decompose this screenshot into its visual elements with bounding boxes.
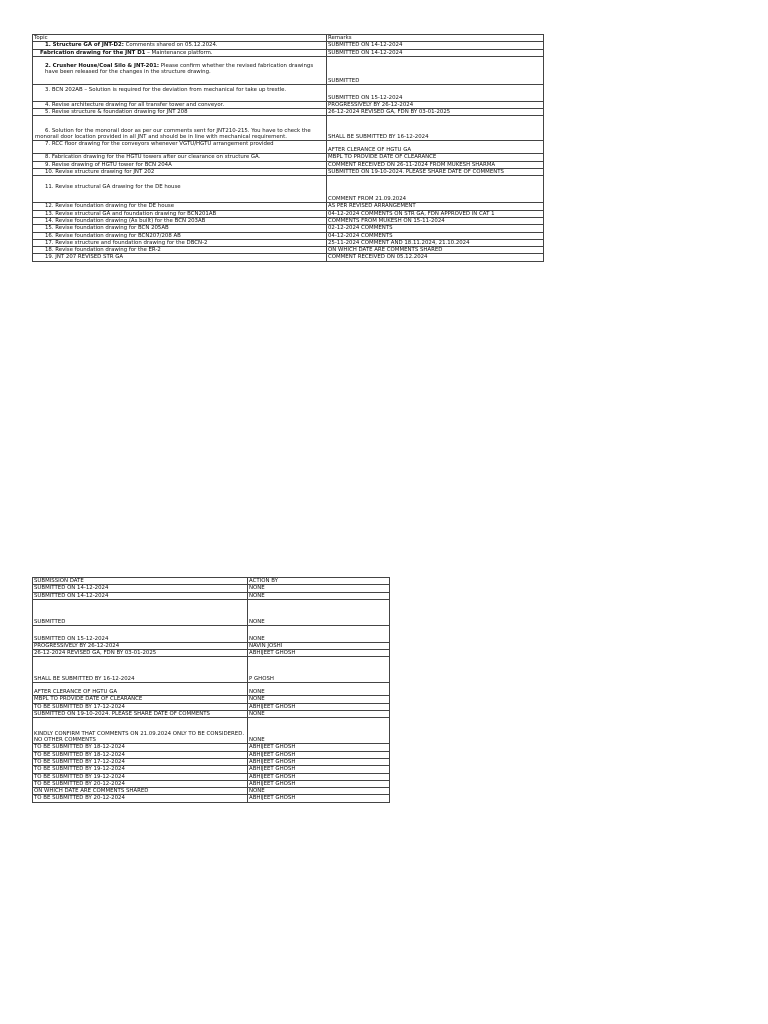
- table-row: [33, 795, 390, 802]
- submission-date-cell: TO BE SUBMITTED BY 20-12-2024: [33, 780, 248, 787]
- topic-cell: 5. Revise structure & foundation drawing for JNT 208: [33, 109, 327, 116]
- submission-action-table: [32, 577, 390, 803]
- topic-cell: 7. RCC floor drawing for the conveyors whenever VGTU/HGTU arrangement provided: [33, 141, 327, 154]
- table-row: [33, 788, 390, 795]
- topic-cell: 18. Revise foundation drawing for the ER-2: [33, 247, 327, 254]
- submission-date-cell: SUBMITTED ON 14-12-2024: [33, 585, 248, 592]
- submission-date-cell: MBPL TO PROVIDE DATE OF CLEARANCE: [33, 696, 248, 703]
- table-header-row: [33, 35, 544, 42]
- topic-cell: 17. Revise structure and foundation drawing for the DBCN-2: [33, 239, 327, 246]
- action-by-cell: NONE: [248, 683, 390, 696]
- action-by-cell: ABHIJEET GHOSH: [248, 650, 390, 657]
- topic-bold-text: 2. Crusher House/Coal Silo & JNT-201:: [45, 62, 160, 69]
- submission-date-cell: SUBMITTED: [33, 599, 248, 625]
- table-row: [33, 254, 544, 261]
- topic-cell: [33, 56, 327, 84]
- topic-cell: [33, 49, 327, 56]
- table-row: [33, 650, 390, 657]
- submission-date-cell: TO BE SUBMITTED BY 18-12-2024: [33, 751, 248, 758]
- table-row: [33, 154, 544, 161]
- topic-cell: 15. Revise foundation drawing for BCN 205AB: [33, 225, 327, 232]
- remarks-cell: 26-12-2024 REVISED GA, FDN BY 03-01-2025: [327, 109, 544, 116]
- header-submission-date: SUBMISSION DATE: [33, 578, 248, 585]
- submission-date-cell: ON WHICH DATE ARE COMMENTS SHARED: [33, 788, 248, 795]
- submission-date-cell: AFTER CLERANCE OF HGTU GA: [33, 683, 248, 696]
- action-by-cell: NONE: [248, 788, 390, 795]
- remarks-cell: COMMENT RECEIVED ON 05.12.2024: [327, 254, 544, 261]
- table-row: [33, 42, 544, 49]
- remarks-cell: SUBMITTED: [327, 56, 544, 84]
- topic-cell: 12. Revise foundation drawing for the DE house: [33, 203, 327, 210]
- remarks-cell: SUBMITTED ON 19-10-2024. PLEASE SHARE DATE OF COMMENTS: [327, 169, 544, 176]
- table-row: [33, 49, 544, 56]
- submission-date-cell: SHALL BE SUBMITTED BY 16-12-2024: [33, 657, 248, 683]
- table-row: [33, 625, 390, 642]
- topic-bold-text: Fabrication drawing for the JNT D1: [40, 49, 146, 56]
- action-by-cell: ABHIJEET GHOSH: [248, 758, 390, 765]
- submission-date-cell: TO BE SUBMITTED BY 18-12-2024: [33, 744, 248, 751]
- remarks-cell: MBPL TO PROVIDE DATE OF CLEARANCE: [327, 154, 544, 161]
- remarks-cell: COMMENTS FROM MUKESH ON 15-11-2024: [327, 217, 544, 224]
- action-by-cell: ABHIJEET GHOSH: [248, 766, 390, 773]
- header-remarks: Remarks: [327, 35, 544, 42]
- table-row: [33, 703, 390, 710]
- remarks-cell: COMMENT RECEIVED ON 26-11-2024 FROM MUKESH SHARMA: [327, 161, 544, 168]
- remarks-cell: SUBMITTED ON 14-12-2024: [327, 42, 544, 49]
- table-row: [33, 210, 544, 217]
- action-by-cell: NONE: [248, 585, 390, 592]
- remarks-cell: 04-12-2024 COMMENTS: [327, 232, 544, 239]
- topic-cell: 19. JNT 207 REVISED STR GA: [33, 254, 327, 261]
- table-row: [33, 225, 544, 232]
- topic-text: Please confirm whether the revised fabrication drawings have been released for the changes in the structure drawing.: [45, 62, 314, 76]
- topic-text: – Maintenance platform.: [145, 49, 213, 56]
- remarks-cell: ON WHICH DATE ARE COMMENTS SHARED: [327, 247, 544, 254]
- topic-text: Comments shared on 05.12.2024.: [123, 42, 218, 49]
- submission-date-cell: SUBMITTED ON 19-10-2024. PLEASE SHARE DATE OF COMMENTS: [33, 711, 248, 718]
- submission-date-cell: SUBMITTED ON 14-12-2024: [33, 592, 248, 599]
- action-by-cell: P GHOSH: [248, 657, 390, 683]
- topic-cell: [33, 42, 327, 49]
- table-row: [33, 247, 544, 254]
- submission-date-cell: SUBMITTED ON 15-12-2024: [33, 625, 248, 642]
- action-by-cell: NONE: [248, 718, 390, 744]
- action-by-cell: NONE: [248, 625, 390, 642]
- table-row: [33, 773, 390, 780]
- topic-cell: 9. Revise drawing of HGTU tower for BCN 204A: [33, 161, 327, 168]
- remarks-cell: 25-11-2024 COMMENT AND 18.11.2024, 21.10.2024: [327, 239, 544, 246]
- action-by-cell: ABHIJEET GHOSH: [248, 703, 390, 710]
- remarks-cell: AFTER CLERANCE OF HGTU GA: [327, 141, 544, 154]
- action-by-cell: ABHIJEET GHOSH: [248, 780, 390, 787]
- topic-cell: 6. Solution for the monorail door as per our comments sent for JNT210-215. You have to check the monorail door location provided in all JNT and should be in line with mechanical requirement.: [33, 116, 327, 141]
- remarks-cell: COMMENT FROM 21.09.2024: [327, 176, 544, 203]
- table-row: [33, 161, 544, 168]
- table-row: [33, 592, 390, 599]
- table-row: [33, 176, 544, 203]
- action-by-cell: ABHIJEET GHOSH: [248, 744, 390, 751]
- table-row: [33, 780, 390, 787]
- submission-date-cell: TO BE SUBMITTED BY 19-12-2024: [33, 773, 248, 780]
- table-row: [33, 599, 390, 625]
- table-row: [33, 718, 390, 744]
- topic-cell: 14. Revise foundation drawing (As built) for the BCN 203AB: [33, 217, 327, 224]
- topic-bold-text: 1. Structure GA of JNT-D2:: [45, 42, 124, 49]
- action-by-cell: ABHIJEET GHOSH: [248, 773, 390, 780]
- topic-cell: 3. BCN 202AB – Solution is required for the deviation from mechanical for take up trestle.: [33, 84, 327, 101]
- remarks-cell: AS PER REVISED ARRANGEMENT: [327, 203, 544, 210]
- table-row: [33, 744, 390, 751]
- table-row: [33, 84, 544, 101]
- table-row: [33, 116, 544, 141]
- table-row: [33, 109, 544, 116]
- table-row: [33, 232, 544, 239]
- topic-cell: 4. Revise architecture drawing for all transfer tower and conveyor.: [33, 101, 327, 108]
- remarks-cell: SUBMITTED ON 14-12-2024: [327, 49, 544, 56]
- submission-date-cell: 26-12-2024 REVISED GA, FDN BY 03-01-2025: [33, 650, 248, 657]
- remarks-cell: SUBMITTED ON 15-12-2024: [327, 84, 544, 101]
- action-by-cell: NONE: [248, 599, 390, 625]
- topic-cell: 10. Revise structure drawing for JNT 202: [33, 169, 327, 176]
- table-row: [33, 642, 390, 649]
- topic-cell: 13. Revise structural GA and foundation drawing for BCN201AB: [33, 210, 327, 217]
- topic-cell: 11. Revise structural GA drawing for the DE house: [33, 176, 327, 203]
- action-by-cell: NONE: [248, 696, 390, 703]
- submission-date-cell: TO BE SUBMITTED BY 17-12-2024: [33, 703, 248, 710]
- header-action-by: ACTION BY: [248, 578, 390, 585]
- submission-date-cell: TO BE SUBMITTED BY 20-12-2024: [33, 795, 248, 802]
- table-row: [33, 657, 390, 683]
- action-by-cell: NONE: [248, 592, 390, 599]
- table-row: [33, 56, 544, 84]
- table-row: [33, 203, 544, 210]
- table-row: [33, 766, 390, 773]
- table-row: [33, 169, 544, 176]
- action-by-cell: ABHIJEET GHOSH: [248, 795, 390, 802]
- topic-remarks-table: [32, 34, 544, 262]
- topic-cell: 16. Revise foundation drawing for BCN207/208 AB: [33, 232, 327, 239]
- table-row: [33, 239, 544, 246]
- table-row: [33, 101, 544, 108]
- table-row: [33, 758, 390, 765]
- submission-date-cell: KINDLY CONFIRM THAT COMMENTS ON 21.09.2024 ONLY TO BE CONSIDERED. NO OTHER COMMENTS: [33, 718, 248, 744]
- remarks-cell: SHALL BE SUBMITTED BY 16-12-2024: [327, 116, 544, 141]
- submission-date-cell: TO BE SUBMITTED BY 19-12-2024: [33, 766, 248, 773]
- table-row: [33, 683, 390, 696]
- action-by-cell: NAVIN JOSHI: [248, 642, 390, 649]
- remarks-cell: 04-12-2024 COMMENTS ON STR GA, FDN APPROVED IN CAT 1: [327, 210, 544, 217]
- action-by-cell: ABHIJEET GHOSH: [248, 751, 390, 758]
- submission-date-cell: PROGRESSIVELY BY 26-12-2024: [33, 642, 248, 649]
- table-row: [33, 711, 390, 718]
- action-by-cell: NONE: [248, 711, 390, 718]
- topic-cell: 8. Fabrication drawing for the HGTU towers after our clearance on structure GA.: [33, 154, 327, 161]
- table-row: [33, 696, 390, 703]
- header-topic: Topic: [33, 35, 327, 42]
- table-row: [33, 217, 544, 224]
- table-header-row: [33, 578, 390, 585]
- table-row: [33, 141, 544, 154]
- remarks-cell: 02-12-2024 COMMENTS: [327, 225, 544, 232]
- submission-date-cell: TO BE SUBMITTED BY 17-12-2024: [33, 758, 248, 765]
- table-row: [33, 585, 390, 592]
- remarks-cell: PROGRESSIVELY BY 26-12-2024: [327, 101, 544, 108]
- table-row: [33, 751, 390, 758]
